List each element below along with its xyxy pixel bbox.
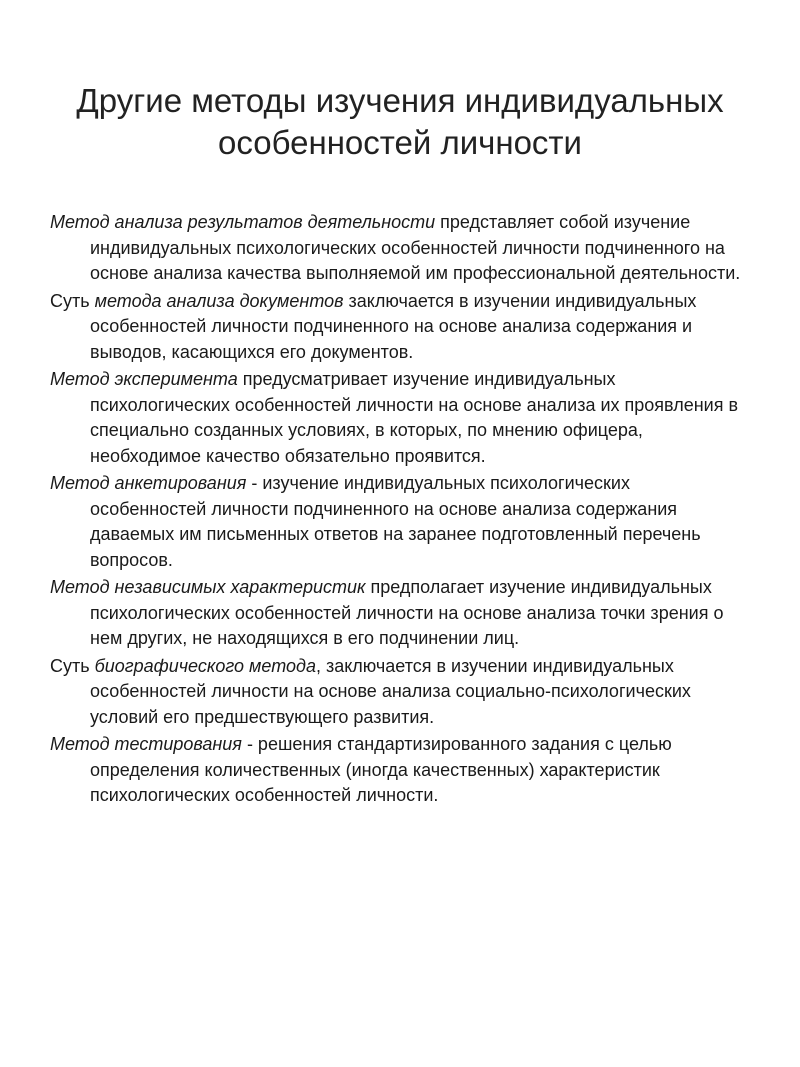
method-paragraph-testing — [50, 732, 750, 809]
paragraph-text: предусматривает изучение индивидуальных психологических особенностей личности на основе анализа их проявления в специально созданных условиях, в которых, по мнению офицера, необходимое качество обязательно проявится. — [90, 369, 739, 466]
paragraph-text: представляет собой изучение индивидуальных психологических особенностей личности подчиненного на основе анализа качества выполняемой им профессиональной деятельности. — [90, 212, 741, 283]
paragraph-prefix: Суть — [50, 655, 95, 676]
method-paragraph-independent-characteristics — [50, 575, 750, 652]
paragraph-text: заключается в изучении индивидуальных особенностей личности подчиненного на основе анализа содержания и выводов, касающихся его документов. — [90, 290, 697, 362]
method-term: Метод независимых характеристик — [50, 577, 366, 597]
paragraph-text: - решения стандартизированного задания с целью определения количественных (иногда качественных) характеристик психологических особенностей личности. — [90, 734, 672, 805]
method-term: биографического метода — [94, 655, 316, 676]
method-paragraph-results-analysis — [50, 210, 750, 287]
paragraph-text: , заключается в изучении индивидуальных особенностей личности на основе анализа социально-психологических условий его предшествующего развития. — [90, 655, 691, 727]
method-term: метода анализа документов — [94, 290, 344, 311]
slide-title-line-1: Другие методы изучения индивидуальных — [76, 82, 724, 119]
slide-title — [40, 80, 760, 164]
method-term: Метод тестирования — [50, 734, 242, 754]
paragraph-prefix: Суть — [50, 290, 95, 311]
methods-list — [50, 210, 750, 811]
paragraph-text: - изучение индивидуальных психологических особенностей личности подчиненного на основе анализа содержания даваемых им письменных ответов на заранее подготовленный перечень вопросов. — [90, 473, 701, 570]
method-term: Метод анкетирования — [50, 473, 247, 493]
method-paragraph-biographical — [50, 654, 750, 731]
method-term: Метод эксперимента — [50, 369, 238, 389]
slide-title-line-2: особенностей личности — [218, 124, 582, 161]
method-paragraph-experiment — [50, 367, 750, 469]
paragraph-text: предполагает изучение индивидуальных психологических особенностей личности на основе анализа точки зрения о нем других, не находящихся в его подчинении лиц. — [90, 577, 724, 648]
method-paragraph-questionnaire — [50, 471, 750, 573]
method-paragraph-document-analysis — [50, 289, 750, 366]
method-term: Метод анализа результатов деятельности — [50, 212, 436, 232]
